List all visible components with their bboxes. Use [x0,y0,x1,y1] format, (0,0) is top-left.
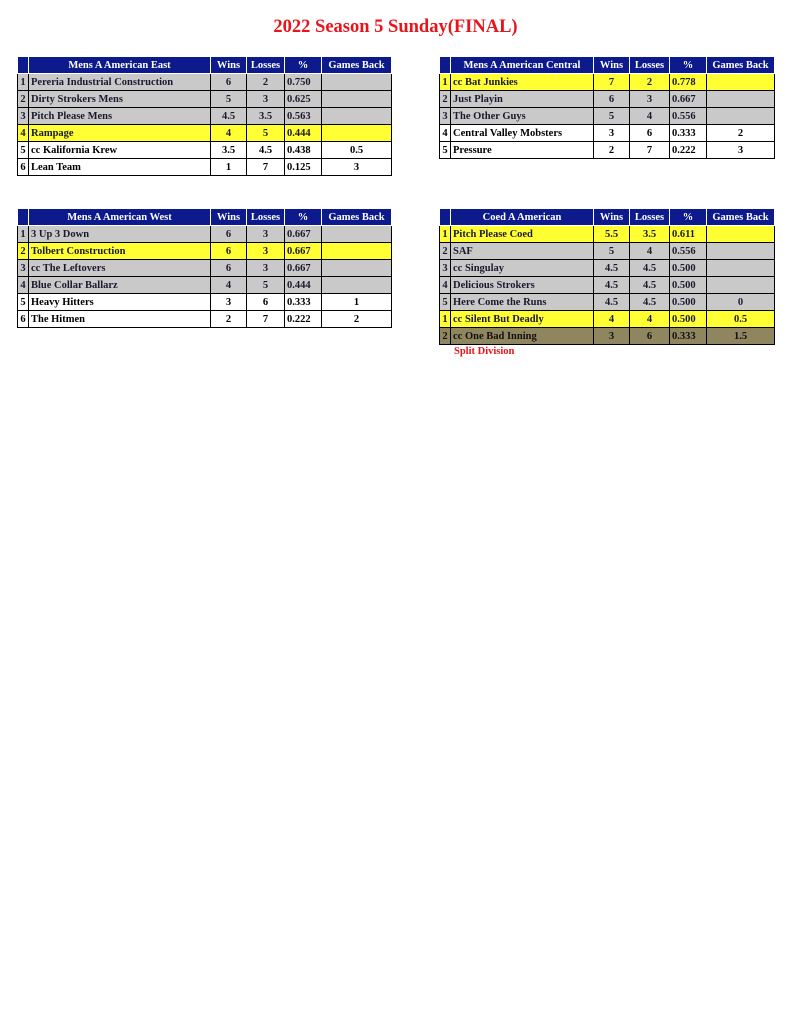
header-wins: Wins [594,209,630,226]
team-name: Central Valley Mobsters [451,125,594,142]
games-back-cell: 0.5 [707,311,775,328]
games-back-cell [707,260,775,277]
header-wins: Wins [211,209,247,226]
header-losses: Losses [247,209,285,226]
games-back-cell: 0.5 [322,142,392,159]
team-name: SAF [451,243,594,260]
pct-cell: 0.444 [285,125,322,142]
losses-cell: 4.5 [630,260,670,277]
games-back-cell [707,243,775,260]
standings-table-mens-a-american-east [17,56,392,176]
wins-cell: 5 [594,108,630,125]
header-rank [440,57,451,74]
rank-cell: 6 [18,159,29,176]
rank-cell: 1 [440,74,451,91]
games-back-cell: 1.5 [707,328,775,345]
team-name: Delicious Strokers [451,277,594,294]
header-games-back: Games Back [707,57,775,74]
games-back-cell: 1 [322,294,392,311]
rank-cell: 3 [440,108,451,125]
pct-cell: 0.667 [285,260,322,277]
team-name: cc One Bad Inning [451,328,594,345]
rank-cell: 4 [18,125,29,142]
losses-cell: 3 [247,226,285,243]
wins-cell: 3 [594,125,630,142]
table-row [440,125,775,142]
table-row [18,311,392,328]
team-name: 3 Up 3 Down [29,226,211,243]
pct-cell: 0.222 [285,311,322,328]
pct-cell: 0.611 [670,226,707,243]
wins-cell: 4 [211,125,247,142]
pct-cell: 0.500 [670,311,707,328]
games-back-cell [322,74,392,91]
table-row [440,328,775,345]
rank-cell: 1 [18,74,29,91]
rank-cell: 3 [18,108,29,125]
pct-cell: 0.222 [670,142,707,159]
pct-cell: 0.444 [285,277,322,294]
games-back-cell [322,108,392,125]
pct-cell: 0.750 [285,74,322,91]
losses-cell: 2 [247,74,285,91]
team-name: Lean Team [29,159,211,176]
losses-cell: 4 [630,311,670,328]
games-back-cell [322,226,392,243]
rank-cell: 5 [18,294,29,311]
wins-cell: 6 [211,74,247,91]
losses-cell: 4 [630,243,670,260]
header-games-back: Games Back [707,209,775,226]
team-name: Dirty Strokers Mens [29,91,211,108]
rank-cell: 2 [440,328,451,345]
standings-table-coed-a-american [439,208,775,345]
losses-cell: 4 [630,108,670,125]
pct-cell: 0.556 [670,243,707,260]
wins-cell: 5.5 [594,226,630,243]
team-name: cc Bat Junkies [451,74,594,91]
rank-cell: 5 [18,142,29,159]
table-row [18,142,392,159]
losses-cell: 7 [630,142,670,159]
pct-cell: 0.333 [285,294,322,311]
team-name: The Other Guys [451,108,594,125]
rank-cell: 6 [18,311,29,328]
pct-cell: 0.667 [670,91,707,108]
pct-cell: 0.667 [285,226,322,243]
games-back-cell: 3 [707,142,775,159]
games-back-cell [322,125,392,142]
standings-table-mens-a-american-west [17,208,392,328]
pct-cell: 0.563 [285,108,322,125]
header-rank [440,209,451,226]
wins-cell: 3 [211,294,247,311]
pct-cell: 0.667 [285,243,322,260]
team-name: cc Silent But Deadly [451,311,594,328]
losses-cell: 3.5 [630,226,670,243]
header-pct: % [285,57,322,74]
losses-cell: 3.5 [247,108,285,125]
header-row [440,57,775,74]
games-back-cell [322,277,392,294]
table-row [440,91,775,108]
games-back-cell [707,108,775,125]
team-name: Rampage [29,125,211,142]
split-division-note: Split Division [454,346,515,357]
losses-cell: 7 [247,159,285,176]
wins-cell: 6 [594,91,630,108]
header-division: Mens A American West [29,209,211,226]
pct-cell: 0.500 [670,260,707,277]
table-row [440,311,775,328]
rank-cell: 4 [440,277,451,294]
games-back-cell [322,91,392,108]
rank-cell: 1 [18,226,29,243]
table-row [18,108,392,125]
table-row [18,243,392,260]
pct-cell: 0.333 [670,125,707,142]
losses-cell: 6 [630,328,670,345]
team-name: Pitch Please Coed [451,226,594,243]
header-wins: Wins [211,57,247,74]
losses-cell: 3 [630,91,670,108]
table-row [440,260,775,277]
team-name: Tolbert Construction [29,243,211,260]
header-pct: % [670,209,707,226]
header-games-back: Games Back [322,209,392,226]
header-division: Mens A American East [29,57,211,74]
table-row [18,277,392,294]
pct-cell: 0.625 [285,91,322,108]
games-back-cell [322,243,392,260]
rank-cell: 2 [440,243,451,260]
games-back-cell [322,260,392,277]
wins-cell: 4.5 [211,108,247,125]
team-name: cc Singulay [451,260,594,277]
losses-cell: 6 [247,294,285,311]
wins-cell: 6 [211,243,247,260]
pct-cell: 0.556 [670,108,707,125]
pct-cell: 0.438 [285,142,322,159]
losses-cell: 4.5 [247,142,285,159]
header-wins: Wins [594,57,630,74]
header-division: Coed A American [451,209,594,226]
standings-table-mens-a-american-central [439,56,775,159]
rank-cell: 2 [18,243,29,260]
table-row [18,260,392,277]
rank-cell: 4 [18,277,29,294]
header-row [18,209,392,226]
wins-cell: 2 [211,311,247,328]
team-name: Pereria Industrial Construction [29,74,211,91]
table-row [440,74,775,91]
header-row [440,209,775,226]
losses-cell: 3 [247,243,285,260]
header-games-back: Games Back [322,57,392,74]
team-name: Just Playin [451,91,594,108]
team-name: Pitch Please Mens [29,108,211,125]
wins-cell: 3 [594,328,630,345]
games-back-cell: 2 [707,125,775,142]
team-name: Pressure [451,142,594,159]
team-name: cc Kalifornia Krew [29,142,211,159]
wins-cell: 6 [211,226,247,243]
games-back-cell: 0 [707,294,775,311]
table-row [18,74,392,91]
wins-cell: 2 [594,142,630,159]
header-rank [18,209,29,226]
losses-cell: 2 [630,74,670,91]
table-row [18,125,392,142]
wins-cell: 7 [594,74,630,91]
header-losses: Losses [630,57,670,74]
losses-cell: 4.5 [630,294,670,311]
pct-cell: 0.778 [670,74,707,91]
pct-cell: 0.500 [670,277,707,294]
losses-cell: 3 [247,91,285,108]
rank-cell: 3 [440,260,451,277]
header-pct: % [670,57,707,74]
losses-cell: 4.5 [630,277,670,294]
rank-cell: 4 [440,125,451,142]
wins-cell: 4.5 [594,294,630,311]
table-row [18,294,392,311]
rank-cell: 3 [18,260,29,277]
pct-cell: 0.333 [670,328,707,345]
table-row [440,243,775,260]
wins-cell: 5 [211,91,247,108]
rank-cell: 1 [440,311,451,328]
rank-cell: 5 [440,294,451,311]
games-back-cell: 3 [322,159,392,176]
table-row [440,142,775,159]
team-name: Here Come the Runs [451,294,594,311]
wins-cell: 1 [211,159,247,176]
wins-cell: 6 [211,260,247,277]
rank-cell: 1 [440,226,451,243]
losses-cell: 7 [247,311,285,328]
wins-cell: 4 [594,311,630,328]
header-losses: Losses [630,209,670,226]
header-losses: Losses [247,57,285,74]
table-row [18,91,392,108]
losses-cell: 5 [247,277,285,294]
header-rank [18,57,29,74]
games-back-cell [707,91,775,108]
header-division: Mens A American Central [451,57,594,74]
team-name: cc The Leftovers [29,260,211,277]
table-row [440,226,775,243]
losses-cell: 6 [630,125,670,142]
page-title: 2022 Season 5 Sunday(FINAL) [273,17,518,37]
wins-cell: 4.5 [594,277,630,294]
rank-cell: 5 [440,142,451,159]
games-back-cell [707,74,775,91]
table-row [440,277,775,294]
team-name: Blue Collar Ballarz [29,277,211,294]
wins-cell: 4.5 [594,260,630,277]
losses-cell: 3 [247,260,285,277]
games-back-cell [707,226,775,243]
table-row [18,226,392,243]
games-back-cell [707,277,775,294]
header-row [18,57,392,74]
rank-cell: 2 [18,91,29,108]
wins-cell: 4 [211,277,247,294]
pct-cell: 0.125 [285,159,322,176]
team-name: The Hitmen [29,311,211,328]
rank-cell: 2 [440,91,451,108]
table-row [440,108,775,125]
header-pct: % [285,209,322,226]
wins-cell: 5 [594,243,630,260]
games-back-cell: 2 [322,311,392,328]
table-row [18,159,392,176]
team-name: Heavy Hitters [29,294,211,311]
table-row [440,294,775,311]
losses-cell: 5 [247,125,285,142]
pct-cell: 0.500 [670,294,707,311]
wins-cell: 3.5 [211,142,247,159]
